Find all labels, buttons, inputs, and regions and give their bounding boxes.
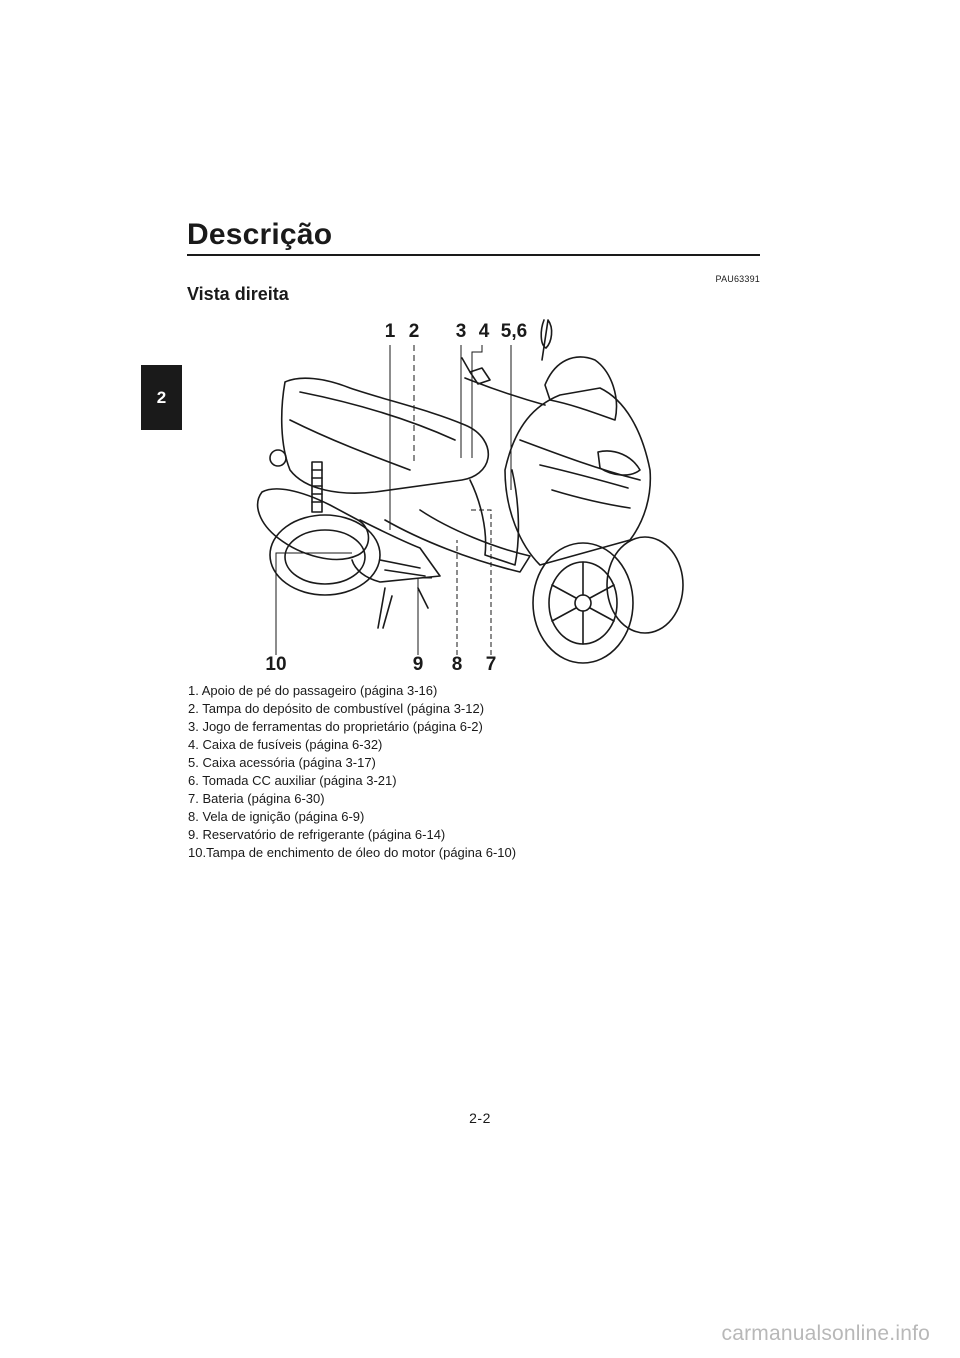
side-stand: [378, 588, 428, 628]
rear-wheel: [270, 515, 380, 595]
list-item: 8. Vela de ignição (página 6-9): [188, 809, 365, 824]
scooter-illustration: [230, 300, 710, 680]
part-list: [188, 682, 748, 862]
page-title: Descrição: [187, 218, 333, 251]
callout-8: 8: [451, 654, 463, 675]
list-item: 7. Bateria (página 6-30): [188, 791, 325, 806]
windscreen: [545, 357, 616, 420]
leader-line-7: [468, 510, 491, 655]
section-title: Vista direita: [187, 284, 289, 304]
callout-2: 2: [408, 321, 420, 342]
leader-line-10: [276, 553, 352, 655]
callout-7: 7: [485, 654, 497, 675]
list-item: 2. Tampa do depósito de combustível (página 3-12): [188, 701, 485, 716]
front-body: [505, 388, 650, 565]
watermark: carmanualsonline.info: [721, 1322, 930, 1345]
callout-10: 10: [265, 654, 287, 675]
list-item: 10.Tampa de enchimento de óleo do motor (página 6-10): [188, 845, 517, 860]
list-item: 4. Caixa de fusíveis (página 6-32): [188, 737, 383, 752]
list-item: 5. Caixa acessória (página 3-17): [188, 755, 376, 770]
list-item: 3. Jogo de ferramentas do proprietário (página 6-2): [188, 719, 483, 734]
callout-9: 9: [412, 654, 424, 675]
leader-line-4: [472, 345, 482, 458]
leader-line-9: [418, 578, 432, 655]
list-item: 9. Reservatório de refrigerante (página 6-14): [188, 827, 446, 842]
list-item: 1. Apoio de pé do passageiro (página 3-16): [188, 683, 438, 698]
headlight: [598, 451, 640, 475]
title-rule: [187, 254, 760, 256]
chapter-tab: 2: [141, 365, 182, 430]
rear-shock: [270, 450, 322, 512]
callout-3: 3: [455, 321, 467, 342]
page-number: 2-2: [469, 1110, 491, 1126]
list-item: 6. Tomada CC auxiliar (página 3-21): [188, 773, 397, 788]
callout-4: 4: [478, 321, 490, 342]
section-code: PAU63391: [715, 274, 760, 284]
callout-1: 1: [384, 321, 396, 342]
front-wheels: [533, 537, 683, 663]
callout-5-6: 5,6: [500, 321, 528, 342]
